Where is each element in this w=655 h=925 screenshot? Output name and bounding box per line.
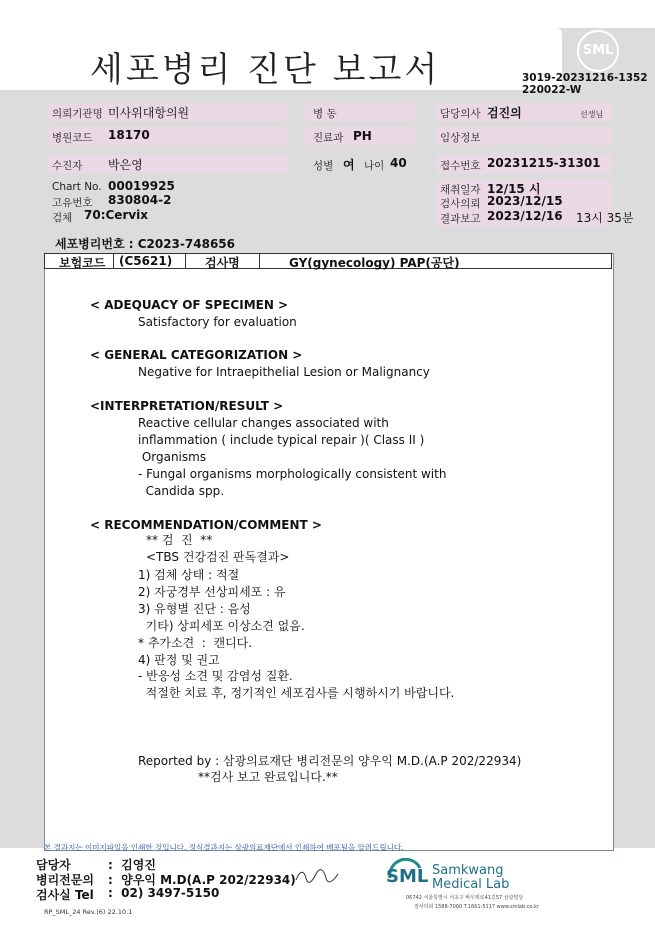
- brand-line2: Medical Lab: [432, 877, 510, 892]
- pathologist-label: 병리전문의: [36, 873, 94, 887]
- document-number-line2: 220022-W: [522, 84, 582, 96]
- interpretation-line-3: Organisms: [138, 450, 207, 464]
- reported-by: Reported by : 삼광의료재단 병리전문의 양우익 M.D.(A.P 202/22934): [138, 754, 522, 768]
- collect-value: 12/15 시: [487, 182, 541, 196]
- address-line2: 검사의뢰 1588-7000 T.1661-5117 www.smlab.co.kr: [414, 904, 539, 910]
- manager-label: 담당자: [36, 858, 71, 872]
- recommendation-line-4: 2) 자궁경부 선상피세포 : 유: [138, 585, 286, 599]
- general-text: Negative for Intraepithelial Lesion or Malignancy: [138, 365, 430, 379]
- interpretation-line-4: - Fungal organisms morphologically consistent with: [138, 467, 447, 481]
- report-complete: **검사 보고 완료입니다.**: [198, 770, 338, 784]
- pathologist-value: : 양우익 M.D(A.P 202/22934): [108, 873, 296, 887]
- manager-value: : 김영진: [108, 858, 156, 872]
- hospital-code-value: 18170: [108, 128, 150, 142]
- age-value: 40: [390, 156, 407, 170]
- address-line1: 06742 서울특별시 서초구 바우뫼로41길57 삼광빌딩: [406, 895, 524, 901]
- result-value: 2023/12/16: [487, 209, 563, 223]
- recommendation-line-10: 적절한 치료 후, 정기적인 세포검사를 시행하시기 바랍니다.: [138, 686, 455, 700]
- sex-value: 여: [343, 158, 355, 172]
- form-code: RP_SML_24 Rev.(6) 22.10.1: [44, 908, 133, 916]
- recommendation-heading: < RECOMMENDATION/COMMENT >: [90, 518, 322, 532]
- print-notice: 본 결과지는 이미지파일을 인쇄한 것입니다. 정식결과지는 삼광의료재단에서 인쇄하여 배포됨을 알려드립니다.: [44, 843, 404, 852]
- doctor-value: 검진의: [487, 106, 522, 120]
- sml-abbr: SML: [386, 866, 429, 887]
- test-label: 검사명: [205, 256, 240, 270]
- result-time: 13시 35분: [576, 211, 634, 225]
- recommendation-line-3: 1) 검체 상태 : 적절: [138, 568, 240, 582]
- recommendation-line-6: 기타) 상피세포 이상소견 없음.: [138, 619, 305, 633]
- request-label: 검사의뢰: [440, 198, 481, 210]
- doctor-label: 담당의사: [440, 108, 481, 120]
- patient-pill: [48, 155, 288, 173]
- patient-label: 수진자: [52, 160, 83, 172]
- recommendation-line-2: <TBS 건강검진 판독결과>: [146, 550, 290, 564]
- brand-line1: Samkwang: [432, 863, 504, 878]
- lab-tel-value: : 02) 3497-5150: [108, 886, 220, 900]
- result-label: 결과보고: [440, 213, 481, 225]
- code-bar: [44, 253, 612, 269]
- hospital-code-label: 병원코드: [52, 132, 93, 144]
- dept-value: PH: [353, 129, 372, 143]
- sex-label: 성별: [313, 160, 334, 172]
- pathology-number: 세포병리번호 : C2023-748656: [55, 237, 235, 251]
- recommendation-line-5: 3) 유형별 진단 : 음성: [138, 602, 251, 616]
- clinical-label: 임상정보: [440, 132, 481, 144]
- chart-value: 00019925: [108, 179, 175, 193]
- patient-value: 박은영: [108, 158, 143, 172]
- test-value: GY(gynecology) PAP(공단): [289, 256, 460, 270]
- request-value: 2023/12/15: [487, 194, 563, 208]
- general-heading: < GENERAL CATEGORIZATION >: [90, 348, 303, 362]
- collect-label: 채취일자: [440, 184, 481, 196]
- document-number: [522, 72, 648, 96]
- doctor-suffix: 선생님: [580, 110, 604, 119]
- ward-label: 병 동: [313, 108, 337, 120]
- document-number-line1: 3019-20231216-1352: [522, 72, 648, 84]
- unique-label: 고유번호: [52, 197, 93, 209]
- interpretation-line-2: inflammation ( include typical repair )( Class II ): [138, 433, 425, 447]
- adequacy-text: Satisfactory for evaluation: [138, 315, 297, 329]
- recommendation-line-1: ** 검 진 **: [146, 533, 213, 547]
- page-title: 세포병리 진단 보고서: [90, 50, 441, 90]
- interpretation-heading: <INTERPRETATION/RESULT >: [90, 399, 284, 413]
- insurance-value: (C5621): [119, 254, 173, 268]
- hospital-label: 의뢰기관명: [52, 108, 103, 120]
- sml-logo-top: SML: [577, 30, 619, 72]
- specimen-label: 검체: [52, 212, 73, 224]
- age-label: 나이: [364, 160, 385, 172]
- unique-value: 830804-2: [108, 193, 172, 207]
- receipt-value: 20231215-31301: [487, 156, 601, 170]
- interpretation-line-1: Reactive cellular changes associated with: [138, 416, 389, 430]
- receipt-label: 접수번호: [440, 160, 481, 172]
- recommendation-line-7: * 추가소견 : 캔디다.: [138, 636, 253, 650]
- interpretation-line-5: Candida spp.: [138, 484, 225, 498]
- hospital-value: 미사위대항의원: [108, 106, 190, 120]
- insurance-label: 보험코드: [59, 256, 106, 270]
- specimen-value: 70:Cervix: [84, 208, 149, 222]
- chart-label: Chart No.: [52, 181, 102, 193]
- signature-mark: [294, 868, 340, 884]
- dept-label: 진료과: [313, 132, 344, 144]
- lab-tel-label: 검사실 Tel: [36, 888, 94, 902]
- adequacy-heading: < ADEQUACY OF SPECIMEN >: [90, 298, 289, 312]
- recommendation-line-9: - 반응성 소견 및 감염성 질환.: [138, 669, 293, 683]
- recommendation-line-8: 4) 판정 및 권고: [138, 653, 220, 667]
